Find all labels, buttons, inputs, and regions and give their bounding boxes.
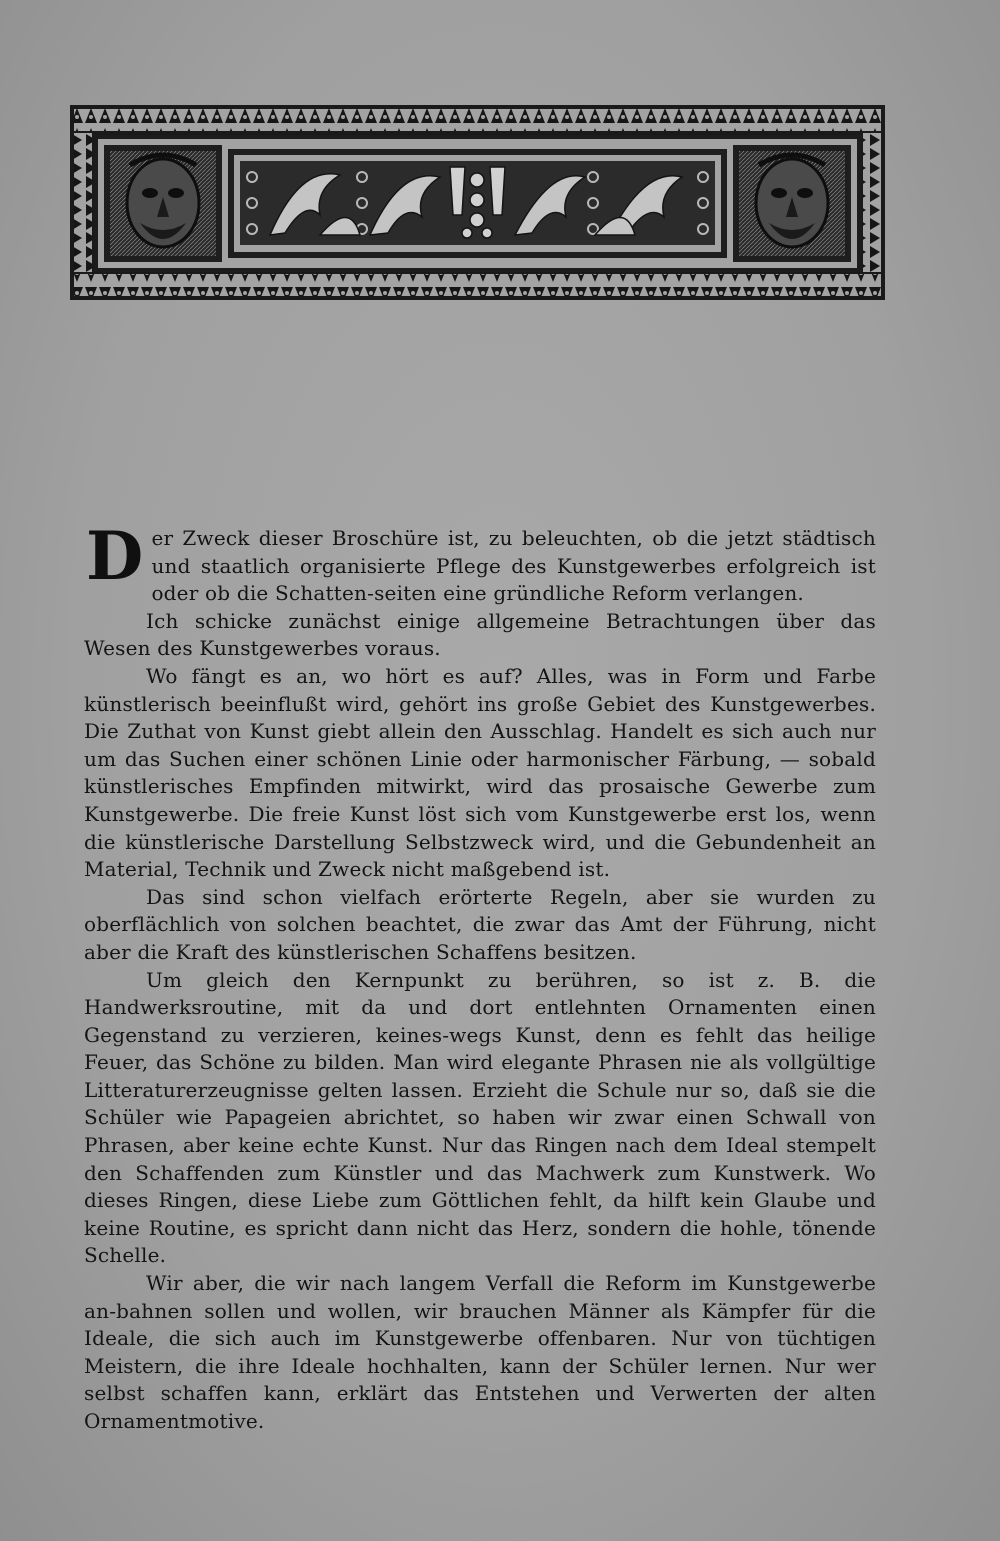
drop-cap: D — [86, 517, 144, 595]
paragraph-1 — [84, 517, 876, 608]
body-text — [84, 517, 876, 1436]
paragraph-4: Das sind schon vielfach erörterte Regeln, aber sie wurden zu oberflächlich von solchen beachtet, die zwar das Amt der Führung, nicht aber die Kraft des künstlerischen Schaffens besitzen. — [84, 884, 876, 964]
decorative-frieze-icon — [70, 105, 885, 300]
paragraph-5: Um gleich den Kernpunkt zu berühren, so ist z. B. die Handwerksroutine, mit da und dort entlehnten Ornamenten einen Gegenstand zu verzieren, keines-wegs Kunst, denn es fehlt das heilige Feuer, das Schöne zu bilden. Man wird elegante Phrasen nie als vollgültige Litteraturerzeugnisse gelten lassen. Erzieht die Schule nur so, daß sie die Schüler wie Papageien abrichtet, so haben wir zwar einen Schwall von Phrasen, aber keine echte Kunst. Nur das Ringen nach dem Ideal stempelt den Schaffenden zum Künstler und das Machwerk zum Kunstwerk. Wo dieses Ringen, diese Liebe zum Göttlichen fehlt, da hilft kein Glaube und keine Routine, es spricht dann nicht das Herz, sondern die hohle, tönende Schelle. — [84, 967, 876, 1268]
paragraph-1-text: er Zweck dieser Broschüre ist, zu beleuchten, ob die jetzt städtisch und staatlich organisierte Pflege des Kunstgewerbes erfolgreich ist oder ob die Schatten-seiten eine gründliche Reform verlangen. — [151, 526, 876, 606]
paragraph-3: Wo fängt es an, wo hört es auf? Alles, was in Form und Farbe künstlerisch beeinflußt wird, gehört ins große Gebiet des Kunstgewerbes. Die Zuthat von Kunst giebt allein den Ausschlag. Handelt es sich auch nur um das Suchen einer schönen Linie oder harmonischer Färbung, — sobald künstlerisches Empfinden mitwirkt, wird das prosaische Gewerbe zum Kunstgewerbe. Die freie Kunst löst sich vom Kunstgewerbe erst los, wenn die künstlerische Darstellung Selbstzweck wird, und die Gebundenheit an Material, Technik und Zweck nicht maßgebend ist. — [84, 663, 876, 882]
paragraph-2: Ich schicke zunächst einige allgemeine Betrachtungen über das Wesen des Kunstgewerbes voraus. — [84, 608, 876, 661]
paragraph-6: Wir aber, die wir nach langem Verfall die Reform im Kunstgewerbe an-bahnen sollen und wollen, wir brauchen Männer als Kämpfer für die Ideale, die sich auch im Kunstgewerbe offenbaren. Nur von tüchtigen Meistern, die ihre Ideale hochhalten, kann der Schüler lernen. Nur wer selbst schaffen kann, erklärt das Entstehen und Verwerten der alten Ornamentmotive. — [84, 1271, 876, 1433]
